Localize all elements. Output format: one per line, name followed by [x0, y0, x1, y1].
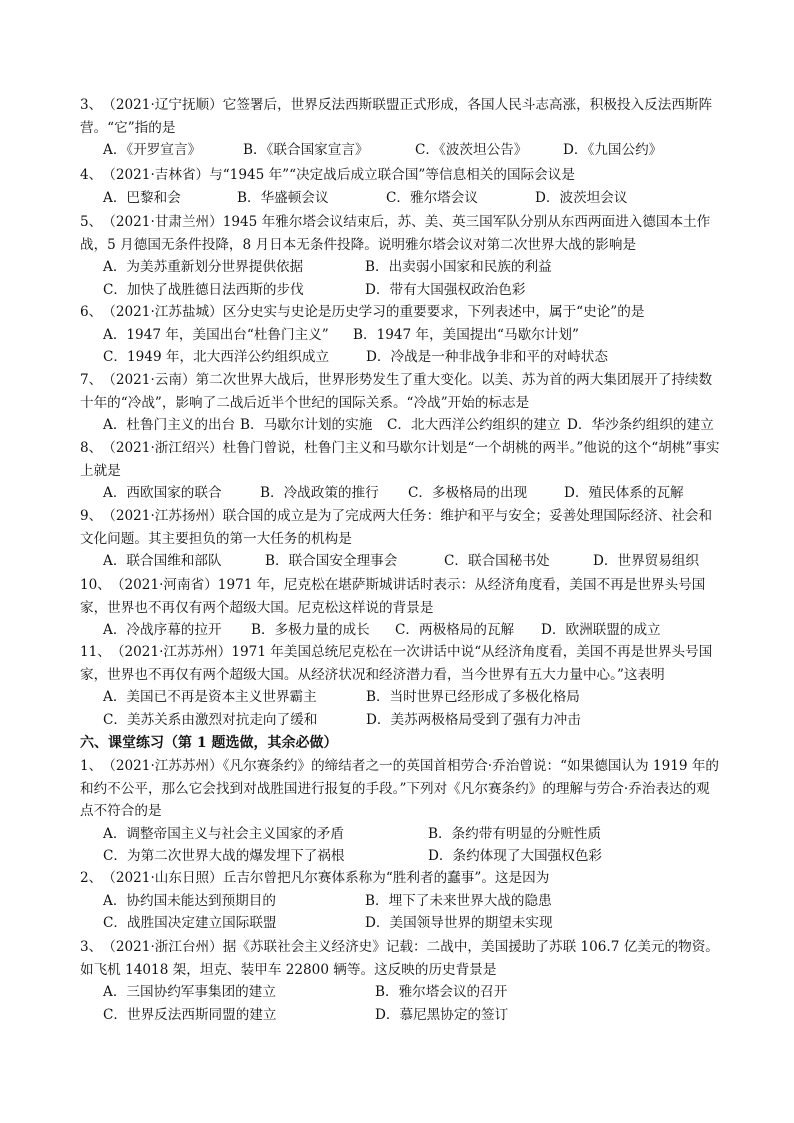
- option-a: A．联合国维和部队: [103, 553, 222, 569]
- question-number: 1、: [80, 758, 103, 774]
- option-b: B．条约带有明显的分赃性质: [428, 825, 602, 842]
- option-a: A．三国协约军事集团的建立: [103, 984, 276, 1000]
- question-stem: （2021·浙江台州）据《苏联社会主义经济史》记载：二战中，美国援助了苏联 106.7 亿美元的物资。如飞机 14018 架，坦克、装甲车 22800 辆等。这反映的历史背景是: [80, 939, 719, 978]
- option-c: C．雅尔塔会议: [386, 189, 478, 206]
- question-number: 4、: [80, 167, 103, 183]
- option-a: A．美国已不再是资本主义世界霸主: [103, 689, 317, 705]
- option-b: B．马歇尔计划的实施: [240, 417, 373, 433]
- option-d: D．美苏两极格局受到了强有力冲击: [366, 711, 581, 728]
- option-a: A．西欧国家的联合: [103, 485, 222, 501]
- option-a: A．为美苏重新划分世界提供依据: [103, 259, 304, 275]
- option-b: B．《联合国家宣言》: [243, 142, 369, 158]
- question-stem: （2021·云南）第二次世界大战后，世界形势发生了重大变化。以美、苏为首的两大集团展开了持续数十年的“冷战”，影响了二战后近半个世纪的国际关系。“冷战”开始的标志是: [80, 372, 713, 411]
- options-row: [103, 550, 720, 573]
- options-row: [103, 845, 720, 868]
- option-a: A．杜鲁门主义的出台: [103, 417, 236, 433]
- option-a: A．巴黎和会: [103, 189, 181, 206]
- option-b: B．出卖弱小国家和民族的利益: [365, 259, 552, 275]
- option-d: D．冷战是一种非战争非和平的对峙状态: [366, 349, 608, 365]
- question-3: [80, 94, 720, 162]
- option-d: D．条约体现了大国强权色彩: [428, 848, 603, 864]
- question-number: 11、: [80, 644, 111, 660]
- question-stem: （2021·山东日照）丘吉尔曾把凡尔赛体系称为“胜利者的蠢事”。这是因为: [102, 870, 550, 886]
- option-a: A．调整帝国主义与社会主义国家的矛盾: [103, 825, 344, 842]
- option-c: C．联合国秘书处: [444, 553, 550, 569]
- option-d: D．美国领导世界的期望未实现: [365, 915, 553, 931]
- question-4: [80, 164, 720, 209]
- option-b: B．华盛顿会议: [237, 189, 329, 206]
- option-d: D．华沙条约组织的建立: [567, 417, 714, 433]
- question-number: 10、: [80, 577, 111, 593]
- option-d: D．欧洲联盟的成立: [541, 622, 661, 638]
- options-row: [103, 619, 720, 642]
- question-10: [80, 574, 720, 642]
- question-stem: （2021·吉林省）与“1945 年”“决定战后成立联合国”等信息相关的国际会议是: [102, 167, 575, 183]
- question-stem: （2021·江苏苏州）1971 年美国总统尼克松在一次讲话中说“从经济角度看，美国不再是世界头号国家，世界也不再仅有两个超级大国。从经济状况和经济潜力看，当今世界有五大力量中心。”这表明: [80, 644, 713, 683]
- options-row: [103, 256, 720, 279]
- question-5: [80, 211, 720, 301]
- question-number: 2、: [80, 870, 103, 886]
- question-number: 7、: [80, 372, 103, 388]
- option-c: C．世界反法西斯同盟的建立: [103, 1006, 277, 1023]
- question-number: 9、: [80, 508, 103, 524]
- options-row: [103, 346, 720, 369]
- question-stem: （2021·辽宁抚顺）它签署后，世界反法西斯联盟正式形成，各国人民斗志高涨，积极投入反法西斯阵营。“它”指的是: [80, 97, 713, 136]
- option-b: B．联合国安全理事会: [265, 553, 398, 569]
- option-a: A．协约国未能达到预期目的: [103, 892, 276, 909]
- option-c: C．为第二次世界大战的爆发埋下了祸根: [103, 848, 345, 864]
- question-11: [80, 641, 720, 731]
- section-title: 六、课堂练习（第 1 题选做，其余必做）: [80, 735, 338, 751]
- option-c: C．加快了战胜德日法西斯的步伐: [103, 281, 304, 298]
- option-b: B．当时世界已经形成了多极化格局: [366, 689, 580, 705]
- practice-question-1: [80, 755, 720, 868]
- question-stem: （2021·浙江绍兴）杜鲁门曾说，杜鲁门主义和马歇尔计划是“一个胡桃的两半。”他说的这个“胡桃”事实上就是: [80, 440, 720, 479]
- options-row: [103, 1004, 720, 1027]
- question-stem: （2021·甘肃兰州）1945 年雅尔塔会议结束后，苏、美、英三国军队分别从东西两面进入德国本土作战，5 月德国无条件投降，8 月日本无条件投降。说明雅尔塔会议对第二次世界大战的影响是: [80, 214, 711, 253]
- question-8: [80, 437, 720, 505]
- question-stem: （2021·江苏盐城）区分史实与史论是历史学习的重要要求，下列表述中，属于“史论”的是: [102, 304, 645, 320]
- option-a: A．冷战序幕的拉开: [103, 622, 222, 638]
- question-6: [80, 301, 720, 369]
- question-stem: （2021·江苏苏州）《凡尔赛条约》的缔结者之一的英国首相劳合·乔治曾说：“如果德国认为 1919 年的和约不公平，那么它会找到对战胜国进行报复的手段。”下列对《凡尔赛条约》的理解与劳合·乔治表达的观点不符合的是: [80, 758, 720, 819]
- options-row: [103, 686, 720, 709]
- question-stem: （2021·河南省）1971 年，尼克松在堪萨斯城讲话时表示：从经济角度看，美国不再是世界头号国家，世界也不再仅有两个超级大国。尼克松这样说的背景是: [80, 577, 706, 616]
- option-c: C．北大西洋公约组织的建立: [387, 417, 561, 433]
- option-a: A．1947 年，美国出台“杜鲁门主义”: [103, 326, 329, 343]
- question-number: 3、: [80, 939, 103, 955]
- option-b: B．埋下了未来世界大战的隐患: [365, 892, 552, 909]
- option-d: D．带有大国强权政治色彩: [365, 281, 526, 298]
- option-c: C．两极格局的瓦解: [395, 622, 515, 638]
- practice-question-3: [80, 936, 720, 1026]
- option-d: D．《九国公约》: [563, 142, 663, 158]
- option-b: B．1947 年，美国提出“马歇尔计划”: [353, 326, 579, 343]
- question-number: 3、: [80, 97, 103, 113]
- options-row: [103, 324, 720, 347]
- option-a: A．《开罗宣言》: [103, 142, 202, 158]
- question-number: 5、: [80, 214, 103, 230]
- option-b: B．多极力量的成长: [251, 622, 370, 638]
- option-c: C．战胜国决定建立国际联盟: [103, 915, 277, 931]
- options-row: [103, 912, 720, 935]
- question-7: [80, 369, 720, 437]
- question-number: 6、: [80, 304, 103, 320]
- options-row: [103, 482, 720, 505]
- option-c: C．《波茨坦公告》: [415, 142, 528, 158]
- option-d: D．世界贸易组织: [593, 553, 700, 569]
- option-c: C．美苏关系由激烈对抗走向了缓和: [103, 711, 318, 728]
- option-b: B．雅尔塔会议的召开: [375, 984, 508, 1000]
- options-row: [103, 139, 720, 162]
- practice-question-2: [80, 867, 720, 935]
- question-9: [80, 505, 720, 573]
- option-c: C．多极格局的出现: [408, 485, 528, 501]
- question-number: 8、: [80, 440, 103, 456]
- option-d: D．波茨坦会议: [535, 189, 628, 206]
- options-row: [103, 279, 720, 302]
- options-row: [103, 981, 720, 1004]
- option-d: D．殖民体系的瓦解: [564, 485, 684, 501]
- option-b: B．冷战政策的推行: [260, 485, 379, 501]
- options-row: [103, 709, 720, 732]
- options-row: [103, 414, 720, 437]
- question-stem: （2021·江苏扬州）联合国的成立是为了完成两大任务：维护和平与安全；妥善处理国际经济、社会和文化问题。其主要担负的第一大任务的机构是: [80, 508, 713, 547]
- options-row: [103, 187, 720, 210]
- options-row: [103, 890, 720, 913]
- option-d: D．慕尼黑协定的签订: [375, 1006, 509, 1023]
- options-row: [103, 823, 720, 846]
- option-c: C．1949 年，北大西洋公约组织成立: [103, 349, 330, 365]
